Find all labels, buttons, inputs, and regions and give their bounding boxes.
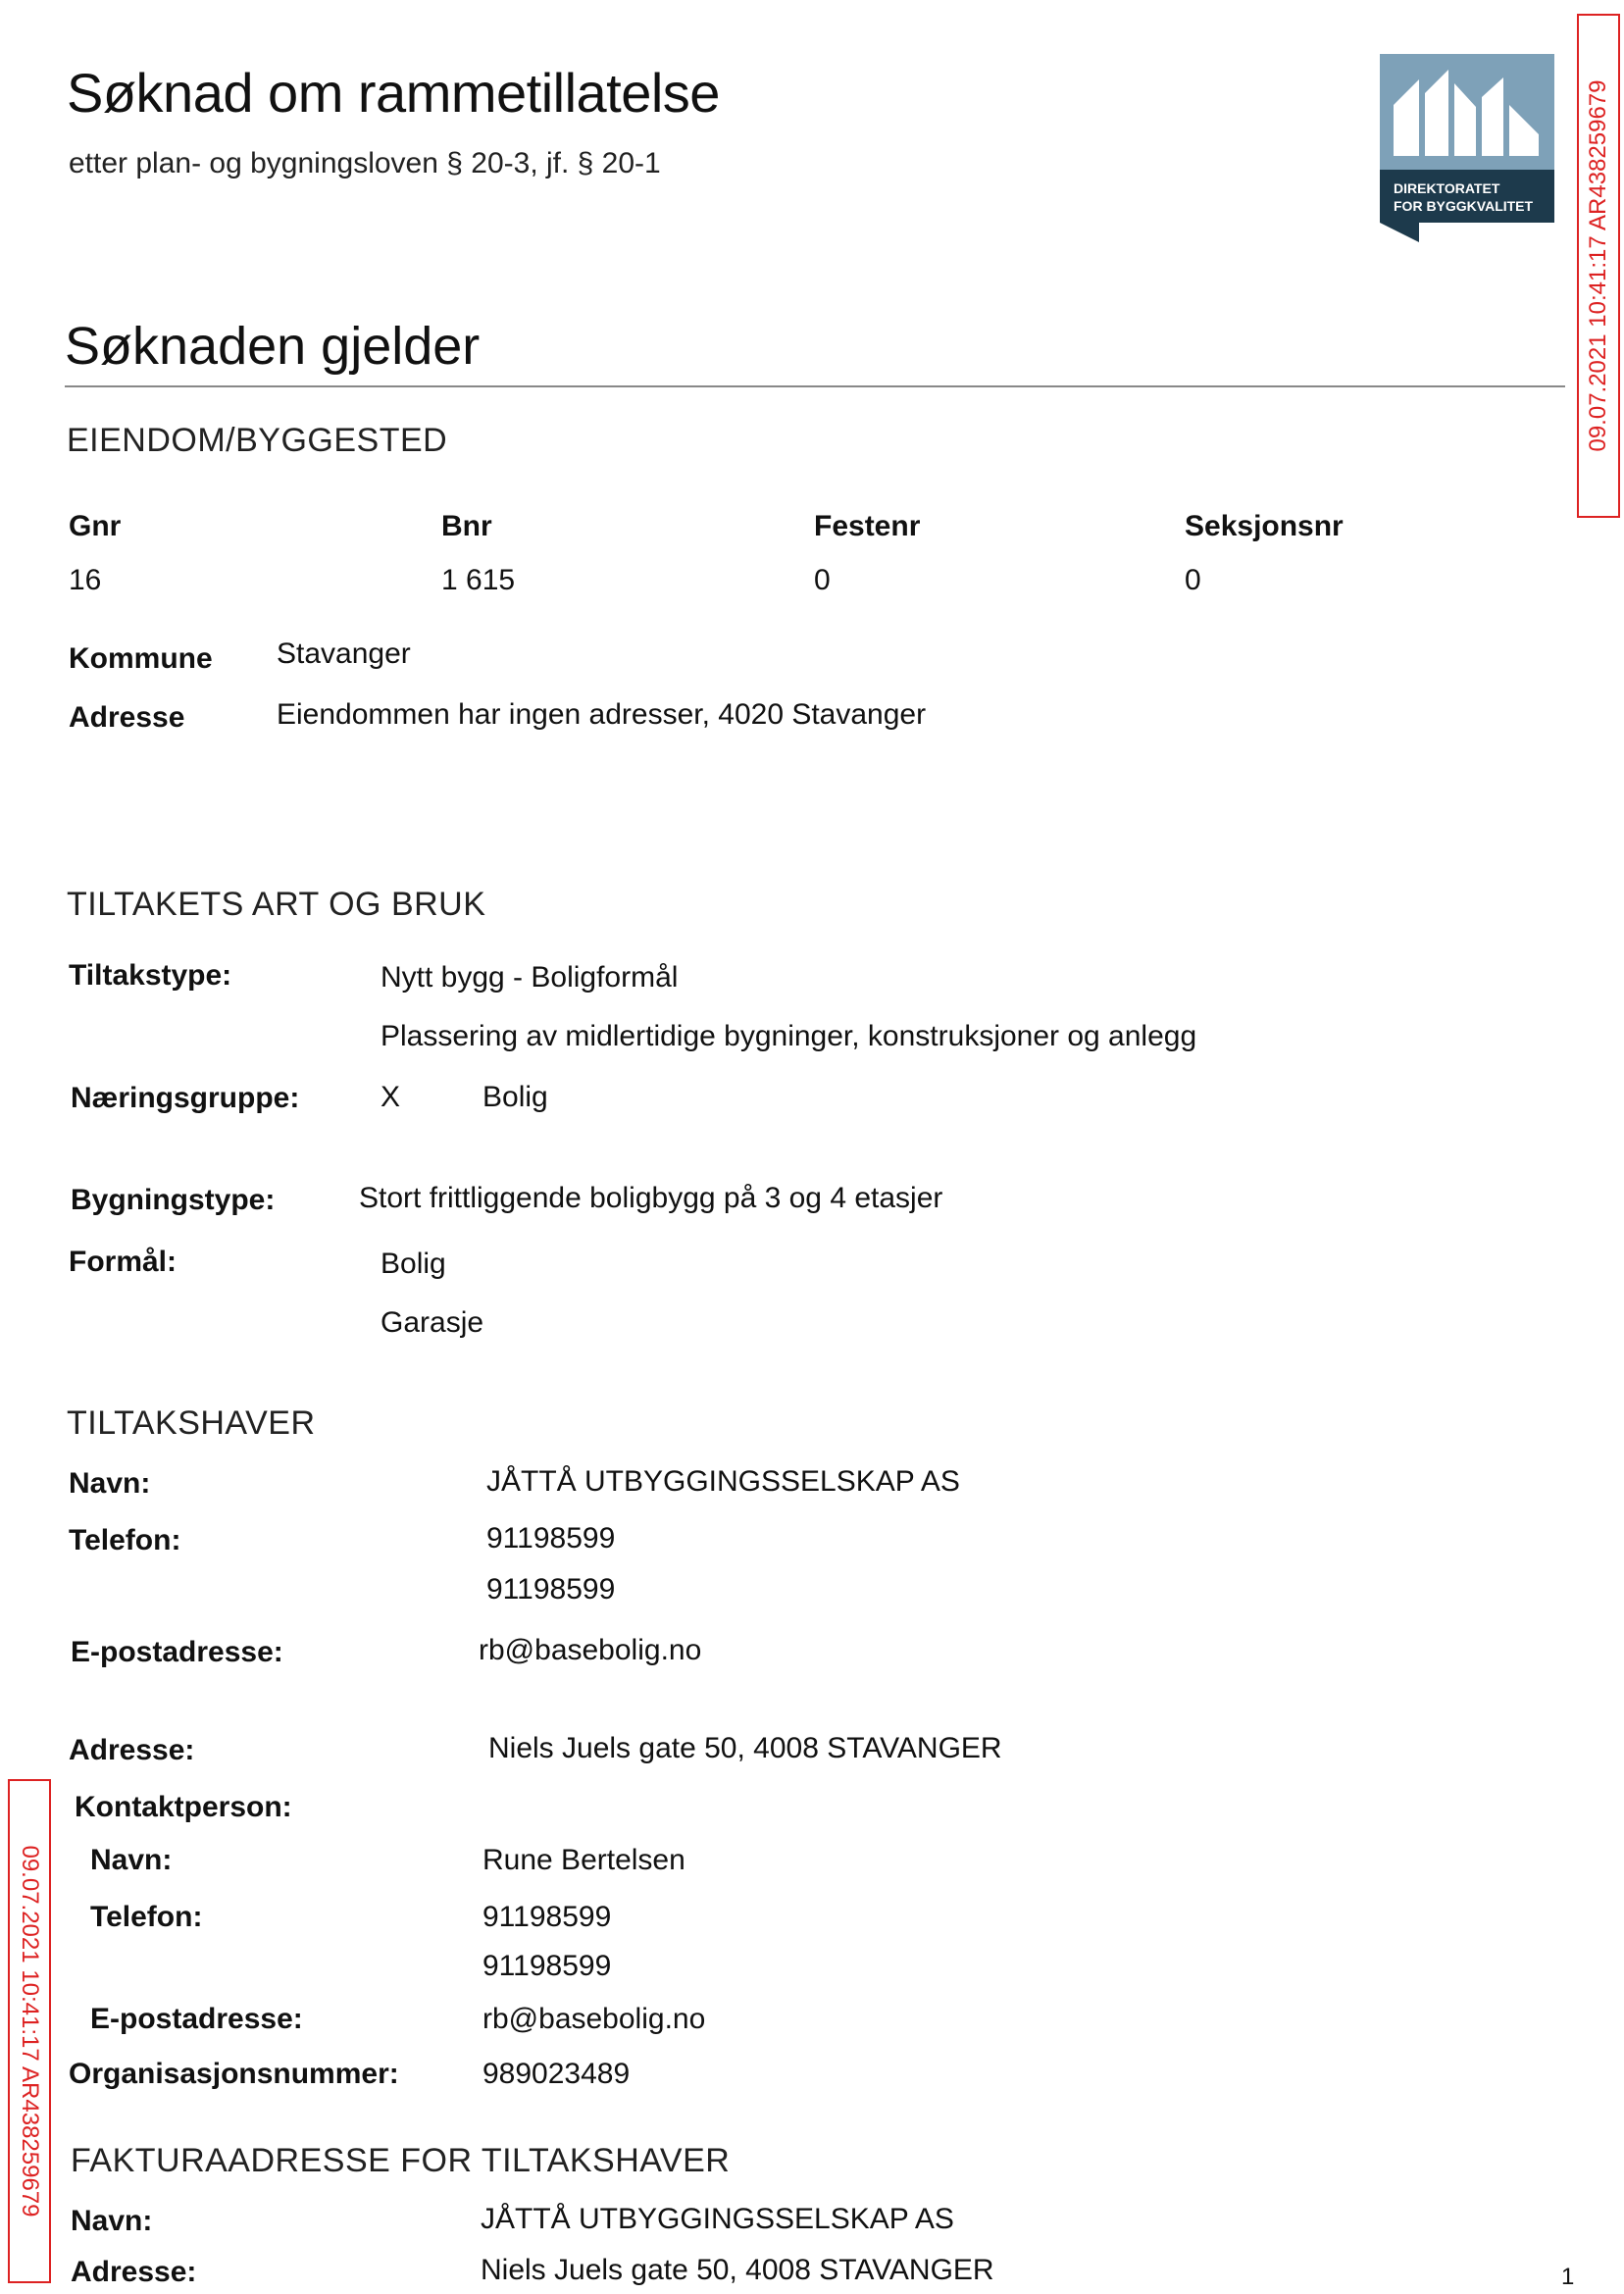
naeringsgruppe-value: Bolig [482,1081,548,1113]
tiltakstype-label: Tiltakstype: [69,959,232,992]
tiltakshaver-navn-label: Navn: [69,1467,151,1500]
kontakt-navn-value: Rune Bertelsen [482,1844,685,1876]
adresse-value: Eiendommen har ingen adresser, 4020 Stavanger [277,698,927,731]
dibk-logo [1380,54,1554,242]
timestamp-stamp-top [1577,14,1620,518]
tiltakshaver-adresse-value: Niels Juels gate 50, 4008 STAVANGER [488,1732,1002,1764]
bygningstype-label: Bygningstype: [71,1184,276,1216]
faktura-navn-value: JÅTTÅ UTBYGGINGSSELSKAP AS [481,2203,954,2235]
eiendom-section-title: EIENDOM/BYGGESTED [67,422,448,459]
orgnr-value: 989023489 [482,2058,631,2090]
document-title: Søknad om rammetillatelse [67,62,720,124]
page-number: 1 [1561,2264,1575,2290]
faktura-section-title: FAKTURAADRESSE FOR TILTAKSHAVER [71,2142,731,2179]
section-heading: Søknaden gjelder [65,317,481,376]
tiltakstype-value-1: Nytt bygg - Boligformål [381,961,679,994]
naeringsgruppe-label: Næringsgruppe: [71,1082,300,1114]
kontakt-epost-value: rb@basebolig.no [482,2003,706,2035]
tiltakshaver-section-title: TILTAKSHAVER [67,1404,316,1442]
kontaktperson-label: Kontaktperson: [75,1791,292,1823]
bygningstype-value: Stort frittliggende boligbygg på 3 og 4 etasjer [359,1182,943,1214]
tiltak-section-title: TILTAKETS ART OG BRUK [67,886,486,923]
document-subtitle: etter plan- og bygningsloven § 20-3, jf. § 20-1 [69,147,661,179]
tiltakshaver-telefon-1: 91198599 [486,1522,616,1555]
kontakt-telefon-2: 91198599 [482,1950,612,1982]
naeringsgruppe-code: X [381,1081,401,1113]
tiltakshaver-epost-label: E-postadresse: [71,1636,283,1668]
festenr-label: Festenr [814,510,921,542]
tiltakstype-value-2: Plassering av midlertidige bygninger, konstruksjoner og anlegg [381,1020,1197,1052]
kontakt-telefon-label: Telefon: [90,1901,203,1933]
faktura-navn-label: Navn: [71,2205,153,2237]
stamp-text-left: 09.07.2021 10:41:17 AR438259679 [17,1845,43,2218]
logo-text-line1: DIREKTORATET [1394,180,1500,196]
faktura-adresse-value: Niels Juels gate 50, 4008 STAVANGER [481,2254,994,2286]
timestamp-stamp-left [8,1779,51,2283]
heading-divider [65,385,1565,387]
formal-label: Formål: [69,1246,178,1278]
dibk-logo-mark [1380,54,1554,242]
tiltakshaver-telefon-2: 91198599 [486,1573,616,1606]
kontakt-navn-label: Navn: [90,1844,173,1876]
seksjonsnr-value: 0 [1185,564,1201,596]
kontakt-telefon-1: 91198599 [482,1901,612,1933]
kontakt-epost-label: E-postadresse: [90,2003,303,2035]
adresse-label: Adresse [69,701,185,734]
gnr-value: 16 [69,564,102,596]
bnr-value: 1 615 [441,564,516,596]
stamp-text-top: 09.07.2021 10:41:17 AR438259679 [1585,79,1611,452]
formal-value-1: Bolig [381,1248,446,1280]
kommune-value: Stavanger [277,637,411,670]
seksjonsnr-label: Seksjonsnr [1185,510,1344,542]
tiltakshaver-epost-value: rb@basebolig.no [479,1634,702,1666]
tiltakshaver-adresse-label: Adresse: [69,1734,195,1766]
formal-value-2: Garasje [381,1306,484,1339]
gnr-label: Gnr [69,510,122,542]
faktura-adresse-label: Adresse: [71,2256,197,2288]
logo-text-line2: FOR BYGGKVALITET [1394,198,1534,214]
orgnr-label: Organisasjonsnummer: [69,2058,399,2090]
tiltakshaver-telefon-label: Telefon: [69,1524,181,1556]
tiltakshaver-navn-value: JÅTTÅ UTBYGGINGSSELSKAP AS [486,1465,960,1498]
bnr-label: Bnr [441,510,492,542]
kommune-label: Kommune [69,642,213,675]
festenr-value: 0 [814,564,831,596]
